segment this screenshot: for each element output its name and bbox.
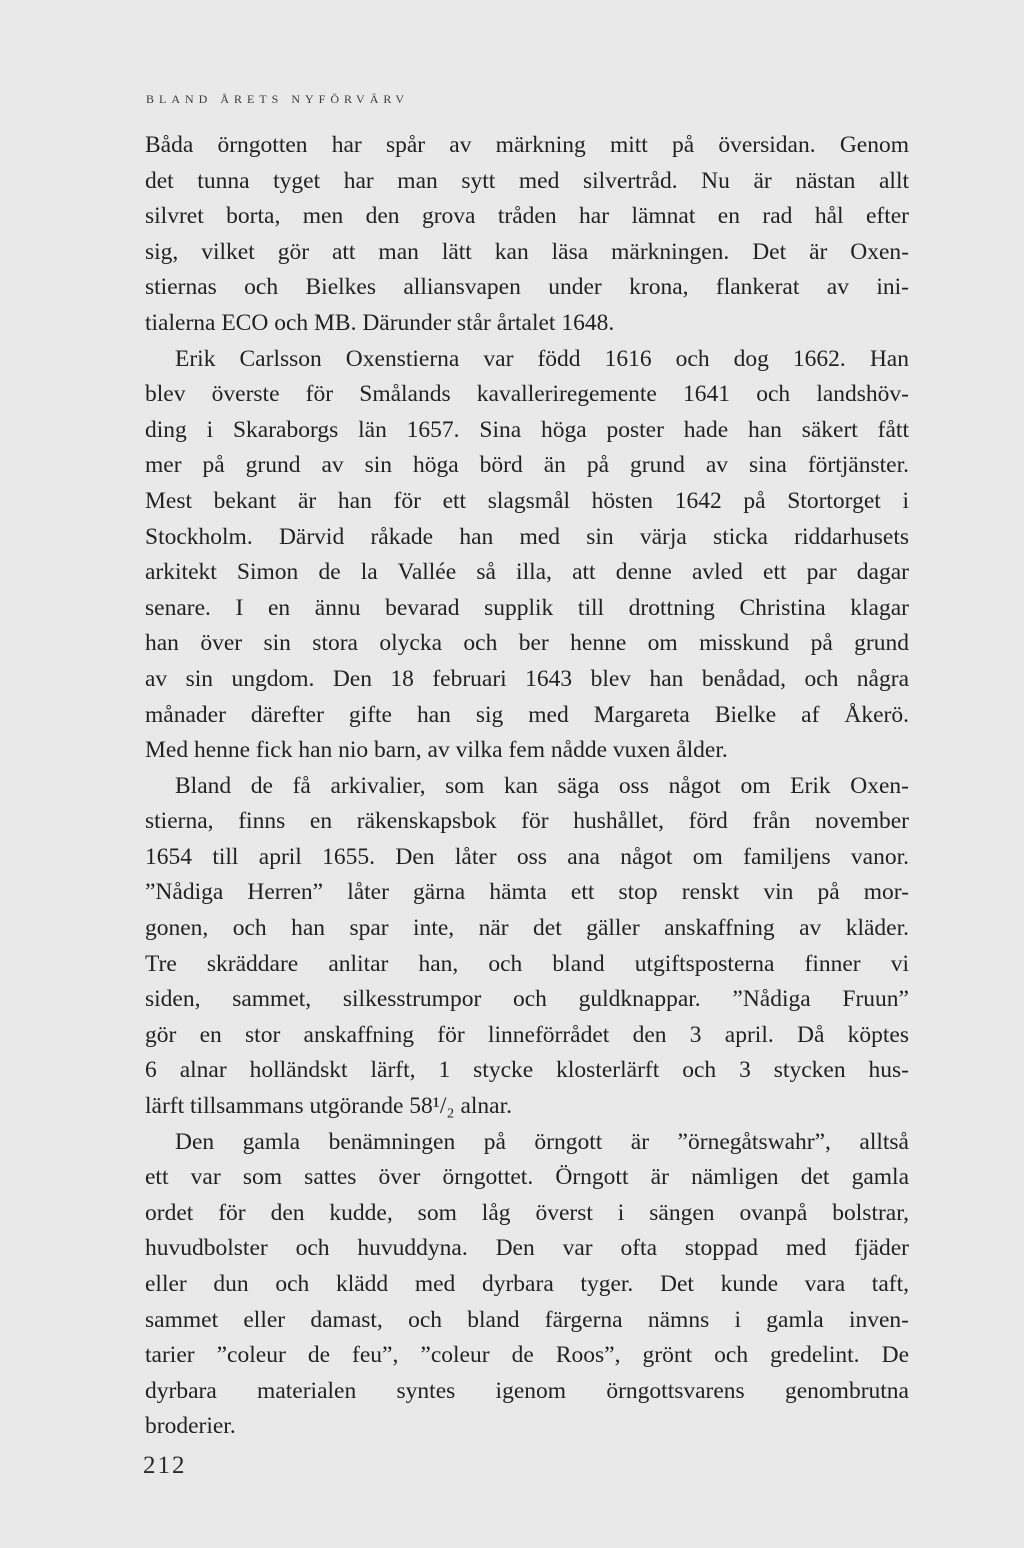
text-line: Med henne fick han nio barn, av vilka fem nådde vuxen ålder.: [145, 737, 728, 764]
text-line: Den gamla benämningen på örngott är ”örnegåtswahr”, alltså: [175, 1128, 909, 1155]
text-line: lärft tillsammans utgörande 58¹/₂ alnar.: [145, 1093, 512, 1120]
text-line: ding i Skaraborgs län 1657. Sina höga poster hade han säkert fått: [145, 416, 909, 443]
text-line: eller dun och klädd med dyrbara tyger. Det kunde vara taft,: [145, 1271, 909, 1297]
text-line: Båda örngotten har spår av märkning mitt på översidan. Genom: [145, 132, 909, 158]
paragraph: [145, 1125, 909, 1445]
text-line: arkitekt Simon de la Vallée så illa, att denne avled ett par dagar: [145, 559, 909, 586]
text-line: ordet för den kudde, som låg överst i sängen ovanpå bolstrar,: [145, 1199, 909, 1226]
text-line: tarier ”coleur de feu”, ”coleur de Roos”, grönt och gredelint. De: [145, 1342, 909, 1369]
text-line: det tunna tyget har man sytt med silvertråd. Nu är nästan allt: [145, 167, 909, 194]
text-line: Bland de få arkivalier, som kan säga oss något om Erik Oxen-: [175, 772, 909, 799]
text-line: dyrbara materialen syntes igenom örngottsvarens genombrutna: [145, 1377, 909, 1404]
text-line: sig, vilket gör att man lätt kan läsa märkningen. Det är Oxen-: [145, 238, 909, 265]
text-line: han över sin stora olycka och ber henne om misskund på grund: [145, 630, 909, 657]
text-line: Tre skräddare anlitar han, och bland utgiftsposterna finner vi: [145, 950, 909, 977]
text-line: av sin ungdom. Den 18 februari 1643 blev han benådad, och några: [145, 665, 909, 692]
text-line: tialerna ECO och MB. Därunder står årtalet 1648.: [145, 309, 615, 336]
text-line: månader därefter gifte han sig med Margareta Bielke af Åkerö.: [145, 701, 909, 728]
text-line: siden, sammet, silkesstrumpor och guldknappar. ”Nådiga Fruun”: [145, 986, 909, 1013]
paragraph: [145, 769, 909, 1125]
text-line: Erik Carlsson Oxenstierna var född 1616 och dog 1662. Han: [175, 345, 909, 372]
text-line: stierna, finns en räkenskapsbok för hushållet, förd från november: [145, 808, 909, 835]
text-line: broderier.: [145, 1413, 236, 1440]
text-line: Mest bekant är han för ett slagsmål hösten 1642 på Stortorget i: [145, 487, 909, 514]
text-line: mer på grund av sin höga börd än på grund av sina förtjänster.: [145, 452, 909, 479]
page-number: 212: [143, 1452, 187, 1479]
paragraph: [145, 342, 909, 769]
text-line: sammet eller damast, och bland färgerna nämns i gamla inven-: [145, 1306, 909, 1333]
text-line: stiernas och Bielkes alliansvapen under krona, flankerat av ini-: [145, 274, 909, 301]
text-line: huvudbolster och huvuddyna. Den var ofta stoppad med fjäder: [145, 1235, 909, 1262]
text-line: gonen, och han spar inte, när det gäller anskaffning av kläder.: [145, 915, 909, 942]
text-line: senare. I en ännu bevarad supplik till drottning Christina klagar: [145, 594, 909, 621]
text-line: 6 alnar holländskt lärft, 1 stycke klosterlärft och 3 stycken hus-: [145, 1057, 909, 1084]
text-line: blev överste för Smålands kavalleriregemente 1641 och landshöv-: [145, 381, 909, 408]
paragraph: [145, 128, 909, 342]
text-line: 1654 till april 1655. Den låter oss ana något om familjens vanor.: [145, 843, 909, 870]
text-line: ”Nådiga Herren” låter gärna hämta ett stop renskt vin på mor-: [145, 879, 909, 906]
text-line: silvret borta, men den grova tråden har lämnat en rad hål efter: [145, 203, 909, 230]
body-text: [145, 128, 909, 1445]
text-line: Stockholm. Därvid råkade han med sin värja sticka riddarhusets: [145, 523, 909, 550]
text-line: ett var som sattes över örngottet. Örngott är nämligen det gamla: [145, 1164, 909, 1191]
text-line: gör en stor anskaffning för linneförrådet den 3 april. Då köptes: [145, 1021, 909, 1048]
running-head: BLAND ÅRETS NYFÖRVÄRV: [146, 92, 410, 106]
